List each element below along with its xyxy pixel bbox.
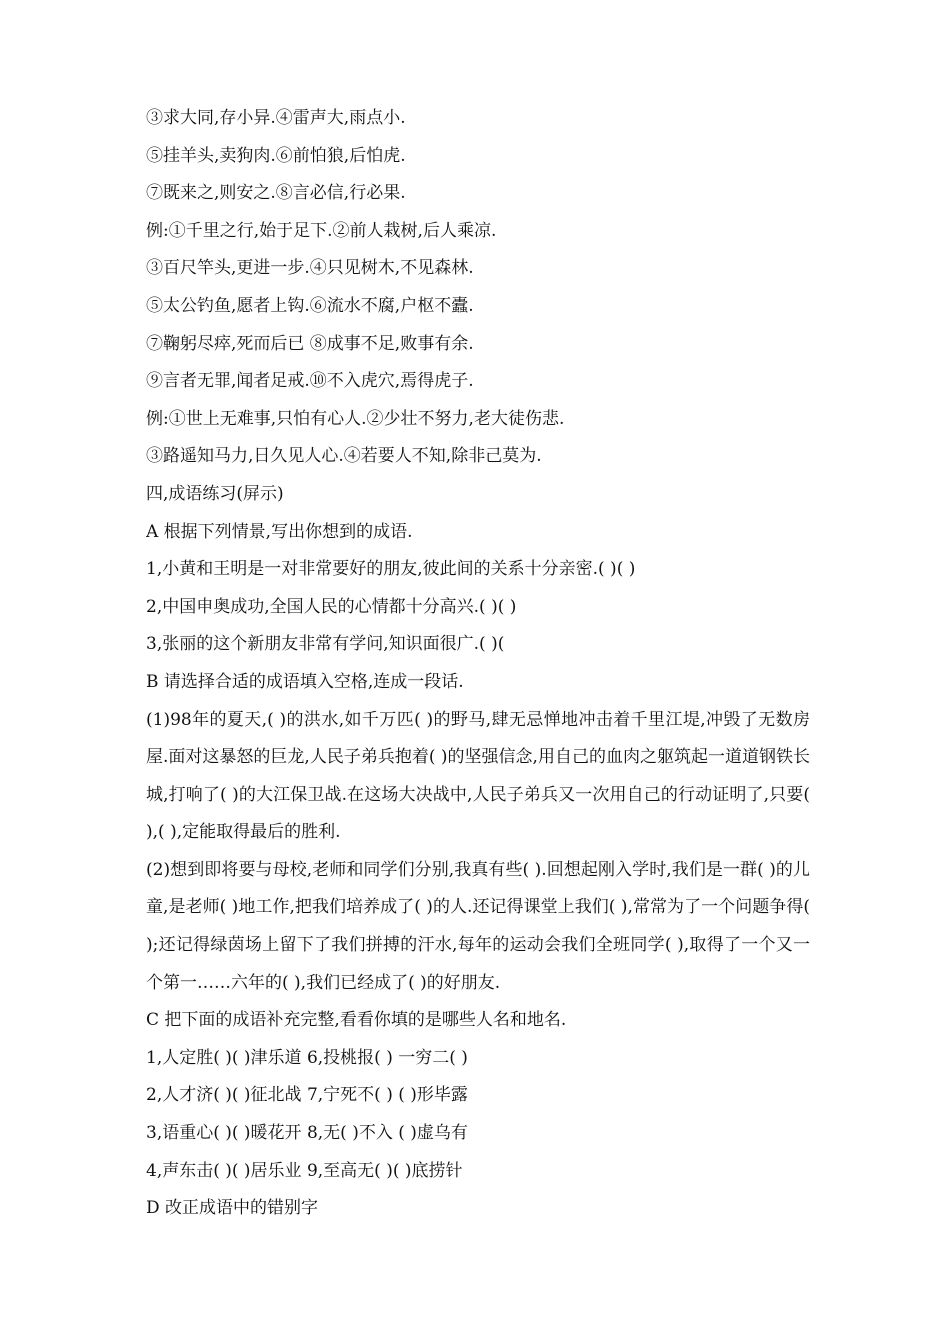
exercise-c-heading: C 把下面的成语补充完整,看看你填的是哪些人名和地名.	[146, 1010, 567, 1031]
exercise-item: 1,小黄和王明是一对非常要好的朋友,彼此间的关系十分亲密.( )( )	[146, 559, 636, 580]
section-heading: 四,成语练习(屏示)	[146, 483, 284, 504]
exercise-item: 3,语重心( )( )暖花开 8,无( )不入 ( )虚乌有	[146, 1123, 468, 1144]
idiom-line: ③百尺竿头,更进一步.④只见树木,不见森林.	[146, 258, 474, 279]
exercise-item: 4,声东击( )( )居乐业 9,至高无( )( )底捞针	[146, 1160, 463, 1181]
exercise-item: 2,中国申奥成功,全国人民的心情都十分高兴.( )( )	[146, 596, 517, 617]
idiom-line: ⑦鞠躬尽瘁,死而后已 ⑧成事不足,败事有余.	[146, 333, 474, 354]
example-line: 例:①世上无难事,只怕有心人.②少壮不努力,老大徒伤悲.	[146, 408, 565, 429]
idiom-line: ⑤挂羊头,卖狗肉.⑥前怕狼,后怕虎.	[146, 145, 406, 166]
exercise-item: 1,人定胜( )( )津乐道 6,投桃报( ) 一穷二( )	[146, 1047, 468, 1068]
idiom-line: ⑨言者无罪,闻者足戒.⑩不入虎穴,焉得虎子.	[146, 371, 474, 392]
fill-in-paragraph-2: (2)想到即将要与母校,老师和同学们分别,我真有些( ).回想起刚入学时,我们是一群( )的儿童,是老师( )地工作,把我们培养成了( )的人.还记得课堂上我们( ),常常为了一个问题争得( );还记得绿茵场上留下了我们拼搏的汗水,每年的运动会我们全班同学( ),取得了一个又一个第一……六年的( ),我们已经成了( )的好朋友.	[146, 859, 810, 993]
exercise-b-heading: B 请选择合适的成语填入空格,连成一段话.	[146, 671, 464, 692]
idiom-line: ⑤太公钓鱼,愿者上钩.⑥流水不腐,户枢不蠹.	[146, 295, 474, 316]
document-body	[146, 100, 810, 1228]
example-line: 例:①千里之行,始于足下.②前人栽树,后人乘凉.	[146, 220, 497, 241]
idiom-line: ③路遥知马力,日久见人心.④若要人不知,除非己莫为.	[146, 446, 542, 467]
fill-in-paragraph-1: (1)98年的夏天,( )的洪水,如千万匹( )的野马,肆无忌惮地冲击着千里江堤,冲毁了无数房屋.面对这暴怒的巨龙,人民子弟兵抱着( )的坚强信念,用自己的血肉之躯筑起一道道钢铁长城,打响了( )的大江保卫战.在这场大决战中,人民子弟兵又一次用自己的行动证明了,只要( ),( ),定能取得最后的胜利.	[146, 709, 810, 843]
idiom-line: ③求大同,存小异.④雷声大,雨点小.	[146, 108, 406, 128]
exercise-d-heading: D 改正成语中的错别字	[146, 1198, 319, 1219]
exercise-a-heading: A 根据下列情景,写出你想到的成语.	[146, 521, 413, 542]
idiom-line: ⑦既来之,则安之.⑧言必信,行必果.	[146, 183, 406, 204]
exercise-item: 3,张丽的这个新朋友非常有学问,知识面很广.( )(	[146, 634, 505, 655]
exercise-item: 2,人才济( )( )征北战 7,宁死不( ) ( )形毕露	[146, 1085, 468, 1106]
